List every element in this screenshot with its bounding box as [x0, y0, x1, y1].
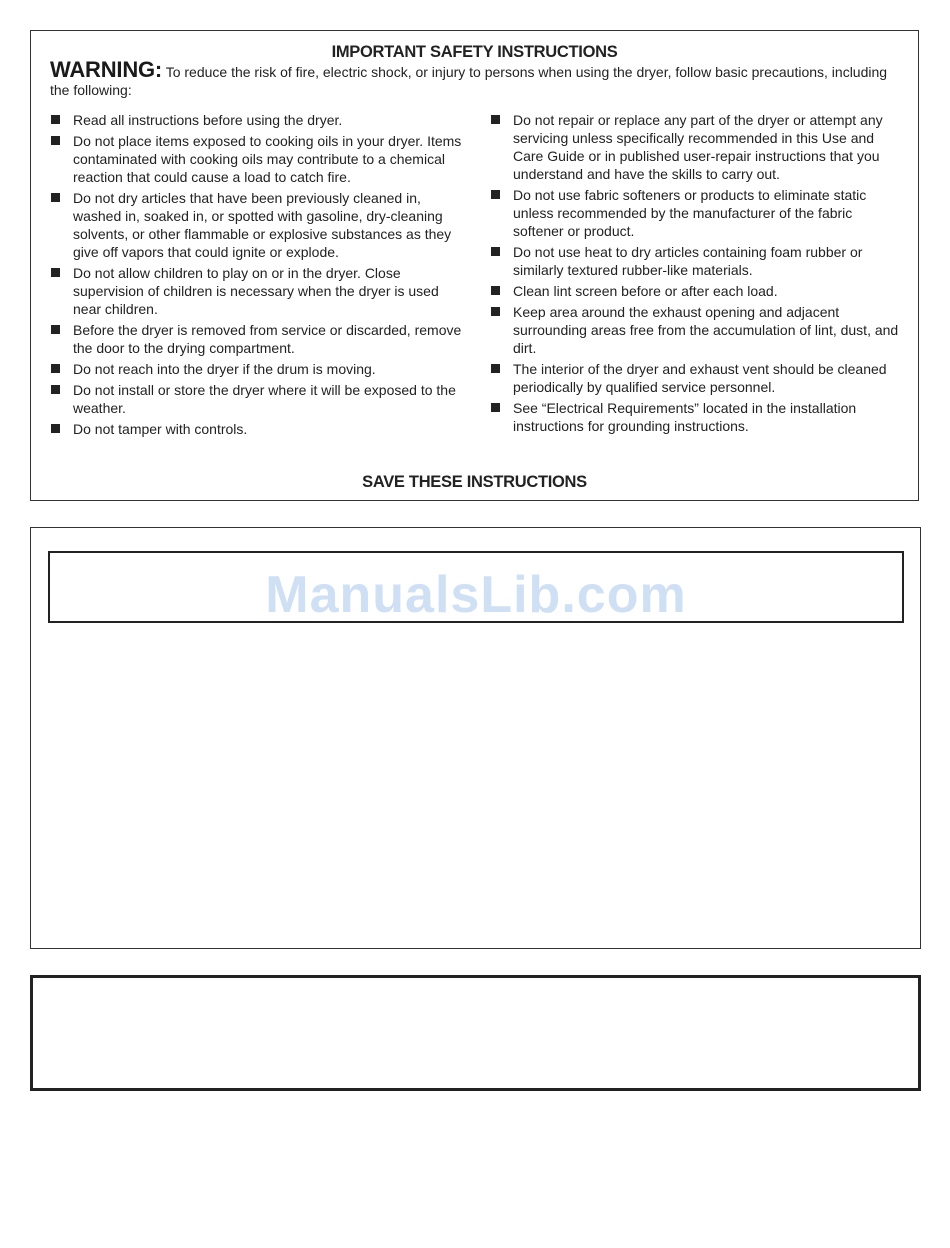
square-bullet-icon	[51, 364, 60, 373]
save-instructions-footer: SAVE THESE INSTRUCTIONS	[362, 473, 587, 491]
square-bullet-icon	[491, 247, 500, 256]
list-item: Keep area around the exhaust opening and adjacent surrounding areas free from the accumulation of lint, dust, and dirt.	[489, 303, 904, 357]
list-item: The interior of the dryer and exhaust vent should be cleaned periodically by qualified service personnel.	[489, 360, 904, 396]
list-item: Do not tamper with controls.	[49, 420, 469, 438]
warning-label: WARNING:	[50, 57, 163, 82]
safety-instructions-box	[30, 30, 919, 501]
square-bullet-icon	[51, 193, 60, 202]
list-item: Clean lint screen before or after each load.	[489, 282, 904, 300]
list-item: Do not allow children to play on or in the dryer. Close supervision of children is necessary when the dryer is used near children.	[49, 264, 469, 318]
list-item: Do not repair or replace any part of the dryer or attempt any servicing unless specifically recommended in this Use and Care Guide or in published user-repair instructions that you understand and have the skills to carry out.	[489, 111, 904, 183]
safety-heading: IMPORTANT SAFETY INSTRUCTIONS	[331, 43, 618, 61]
square-bullet-icon	[51, 136, 60, 145]
list-item: Before the dryer is removed from service or discarded, remove the door to the drying compartment.	[49, 321, 469, 357]
warning-paragraph	[50, 57, 910, 99]
list-item: Do not dry articles that have been previously cleaned in, washed in, soaked in, or spotted with gasoline, dry-cleaning solvents, or other flammable or explosive substances as they give off vapors that could ignite or explode.	[49, 189, 469, 261]
list-item: Read all instructions before using the dryer.	[49, 111, 469, 129]
square-bullet-icon	[491, 307, 500, 316]
square-bullet-icon	[51, 385, 60, 394]
list-item: Do not place items exposed to cooking oils in your dryer. Items contaminated with cooking oils may contribute to a chemical reaction that could cause a load to catch fire.	[49, 132, 469, 186]
content-box	[30, 527, 921, 949]
square-bullet-icon	[491, 190, 500, 199]
square-bullet-icon	[51, 268, 60, 277]
square-bullet-icon	[491, 403, 500, 412]
list-item: Do not use heat to dry articles containing foam rubber or similarly textured rubber-like materials.	[489, 243, 904, 279]
header-frame	[48, 551, 904, 623]
square-bullet-icon	[491, 115, 500, 124]
watermark: ManualsLib.com	[265, 566, 687, 624]
square-bullet-icon	[491, 364, 500, 373]
left-column	[49, 111, 469, 441]
list-item: Do not reach into the dryer if the drum is moving.	[49, 360, 469, 378]
list-item: See “Electrical Requirements” located in the installation instructions for grounding instructions.	[489, 399, 904, 435]
square-bullet-icon	[51, 424, 60, 433]
warning-text: To reduce the risk of fire, electric shock, or injury to persons when using the dryer, follow basic precautions, including the following:	[50, 64, 888, 98]
right-column	[489, 111, 904, 438]
square-bullet-icon	[491, 286, 500, 295]
list-item: Do not use fabric softeners or products to eliminate static unless recommended by the manufacturer of the fabric softener or product.	[489, 186, 904, 240]
square-bullet-icon	[51, 115, 60, 124]
bottom-box	[30, 975, 921, 1091]
square-bullet-icon	[51, 325, 60, 334]
list-item: Do not install or store the dryer where it will be exposed to the weather.	[49, 381, 469, 417]
